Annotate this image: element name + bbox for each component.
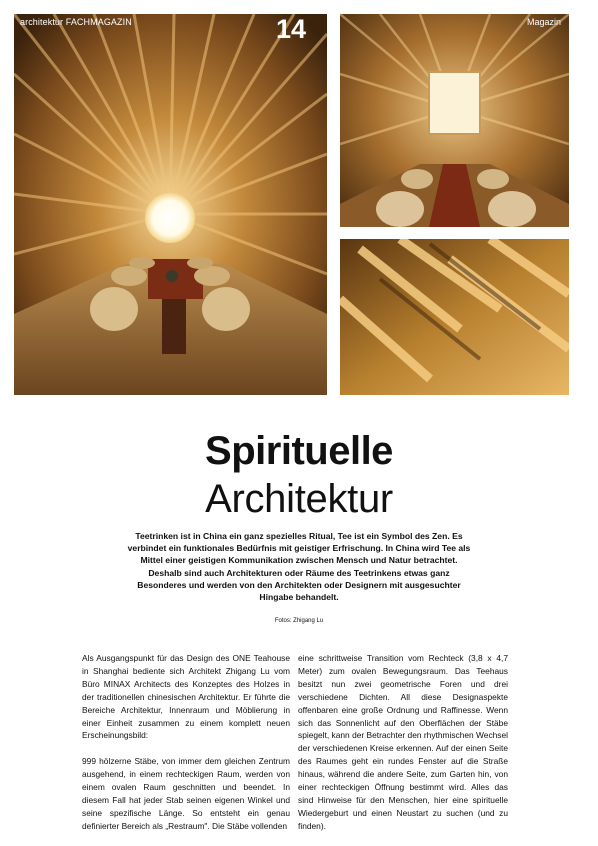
photo-credit: Fotos: Zhigang Lu: [274, 618, 324, 624]
magazine-name: architektur FACHMAGAZIN: [20, 17, 132, 27]
teahouse-corridor-photo: [340, 14, 569, 227]
wooden-rods-closeup-photo: [340, 239, 569, 395]
article-title-line1: Spirituelle: [205, 429, 393, 473]
body-paragraph: 999 hölzerne Stäbe, von immer dem gleichen Zentrum ausgehend, in einem rechteckigen Raum, werden von einem ovalen Raum geschnitten und beendet. In diesem Fall hat jeder Stab seinen eigenen Winkel und seine spezifische Länge. So entsteht ein genau definierter Bereich als „Restraum". Die Stäbe vollenden: [82, 756, 290, 831]
body-paragraph: eine schrittweise Transition vom Rechteck (3,8 x 4,7 Meter) zum ovalen Bewegungsraum. Das Teehaus besitzt nun zwei geometrische Foren und drei verschiedene Dichten. All diese Designaspekte offenbaren eine große Ordnung und Raffinesse. Wenn sich das Sonnenlicht auf den Oberflächen der Stäbe spiegelt, kann der Betrachter den rhythmischen Wechsel der verschiedenen Kreise erkennen. Auf der einen Seite des Raumes geht ein rundes Fenster auf die Straße hinaus, während die andere Seite, zum Garten hin, von einer rechteckigen Öffnung bestimmt wird. Alles das sind Hinweise für den Menschen, hier eine spirituelle Wiedergeburt und einen Neustart zu suchen (und zu finden).: [298, 653, 508, 831]
article-lead: Teetrinken ist in China ein ganz spezielles Ritual, Tee ist ein Symbol des Zen. Es verbindet ein funktionales Bedürfnis mit geistiger Erfrischung. In China wird Tee als Mittel einer geistigen Kommunikation zwischen Mensch und Natur betrachtet. Deshalb sind auch Architekturen oder Räume des Teetrinkens etwas ganz Besonderes und werden von den Architekten oder Designern mit ausgesuchter Hingabe behandelt.: [127, 531, 471, 603]
article-title-line2: Architektur: [205, 477, 393, 521]
body-column-2: [298, 652, 508, 846]
section-label: Magazin: [527, 17, 562, 27]
main-teahouse-photo: [14, 14, 327, 395]
page-number: 14: [276, 14, 307, 44]
body-column-1: [82, 652, 290, 846]
body-paragraph: Als Ausgangspunkt für das Design des ONE Teahouse in Shanghai bediente sich Architekt Zhigang Lu vom Büro MINAX Architects des Konzeptes des Holzes in der traditionellen chinesischen Architektur. Er führte die Bereiche Architektur, Innenraum und Möblierung in einer Einheit zusammen zu einem komplett neuen Erscheinungsbild:: [82, 653, 290, 741]
